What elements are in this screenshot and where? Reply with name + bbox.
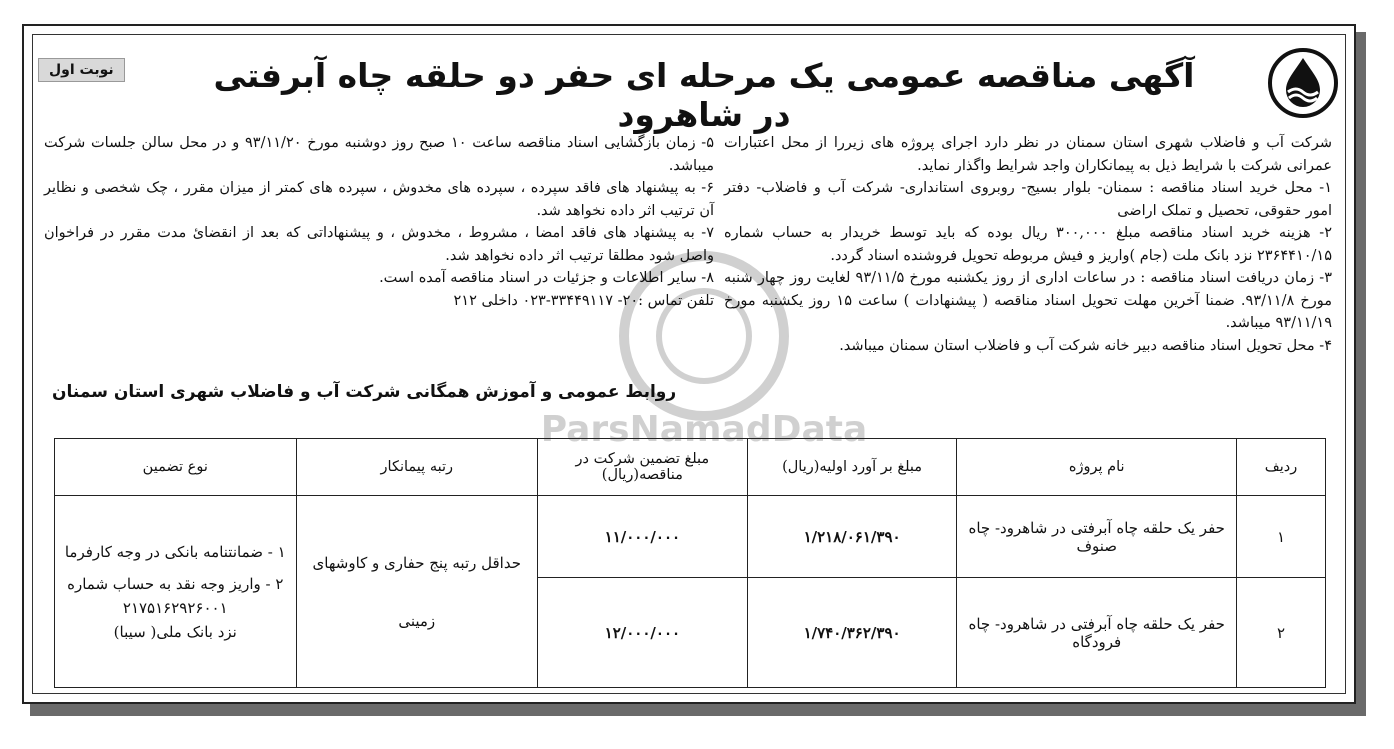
grade-text-2: زمینی: [398, 611, 436, 630]
cell-grade: [296, 496, 537, 688]
guarantee-option-1: ۱ - ضمانتنامه بانکی در وجه کارفرما: [64, 542, 286, 561]
table-row: [55, 496, 1326, 578]
header-row-no: ردیف: [1237, 439, 1326, 496]
cell-guarantee-type: [55, 496, 297, 688]
cell-estimate: ۱/۲۱۸/۰۶۱/۳۹۰: [747, 496, 957, 578]
conditions-left-column: [44, 132, 714, 312]
conditions-right-column: [724, 132, 1332, 357]
cell-estimate: ۱/۷۴۰/۳۶۲/۳۹۰: [747, 578, 957, 688]
projects-table: [54, 438, 1326, 688]
header-project: نام پروژه: [957, 439, 1237, 496]
watermark-text: ParsNamadData: [540, 409, 868, 450]
cell-row-no: ۱: [1237, 496, 1326, 578]
cell-row-no: ۲: [1237, 578, 1326, 688]
cell-project: حفر یک حلقه چاه آبرفتی در شاهرود- چاه فرودگاه: [957, 578, 1237, 688]
condition-item-3: ۳- زمان دریافت اسناد مناقصه : در ساعات اداری از روز یکشنبه مورخ ۹۳/۱۱/۵ لغایت روز چهار شنبه مورخ ۹۳/۱۱/۸. ضمنا آخرین مهلت تحویل اسناد مناقصه ( پیشنهادات ) ساعت ۱۵ روز یکشنبه مورخ ۹۳/۱۱/۱۹ میباشد.: [724, 270, 1332, 331]
water-drop-logo-icon: [1268, 48, 1338, 118]
condition-item-1: ۱- محل خرید اسناد مناقصه : سمنان- بلوار بسیج- روبروی استانداری- شرکت آب و فاضلاب- دفتر امور حقوقی، تحصیل و تملک اراضی: [724, 180, 1332, 219]
guarantee-option-2: ۲ - واریز وجه نقد به حساب شماره: [67, 574, 284, 593]
header-guarantee-type: نوع تضمین: [55, 439, 297, 496]
header-guarantee: مبلغ تضمین شرکت در مناقصه(ریال): [538, 439, 748, 496]
cell-guarantee: ۱۲/۰۰۰/۰۰۰: [538, 578, 748, 688]
cell-project: حفر یک حلقه چاه آبرفتی در شاهرود- چاه صنوف: [957, 496, 1237, 578]
bank-name: نزد بانک ملی( سیبا): [113, 622, 237, 641]
page-title: آگهی مناقصه عمومی یک مرحله ای حفر دو حلقه چاه آبرفتی در شاهرود: [213, 56, 1195, 134]
grade-text: حداقل رتبه پنج حفاری و کاوشهای: [312, 553, 521, 572]
table-header-row: [55, 439, 1326, 496]
condition-item-5: ۵- زمان بازگشایی اسناد مناقصه ساعت ۱۰ صبح روز دوشنبه مورخ ۹۳/۱۱/۲۰ و در محل سالن جلسات شرکت میباشد.: [44, 135, 714, 174]
advertisement-frame: [22, 24, 1356, 704]
edition-badge: نوبت اول: [38, 58, 125, 82]
condition-item-6: ۶- به پیشنهاد های فاقد سپرده ، سپرده های مخدوش ، سپرده های کمتر از میزان مقرر ، چک شخصی و نظایر آن ترتیب اثر داده نخواهد شد.: [44, 180, 714, 219]
account-number: ۲۱۷۵۱۶۲۹۲۶۰۰۱: [122, 598, 228, 617]
condition-item-8: ۸- سایر اطلاعات و جزئیات در اسناد مناقصه آمده است.: [379, 270, 714, 286]
header-estimate: مبلغ بر آورد اولیه(ریال): [747, 439, 957, 496]
cell-guarantee: ۱۱/۰۰۰/۰۰۰: [538, 496, 748, 578]
intro-paragraph: شرکت آب و فاضلاب شهری استان سمنان در نظر دارد اجرای پروژه های زیررا از محل اعتبارات عمرانی شرکت با شرایط ذیل به پیمانکاران واجد شرایط واگذار نماید.: [724, 135, 1332, 174]
condition-item-7: ۷- به پیشنهاد های فاقد امضا ، مشروط ، مخدوش ، و پیشنهاداتی که بعد از انقضائ مدت مقرر در فراخوان واصل شود مطلقا ترتیب اثر داده نخواهد شد.: [44, 225, 714, 264]
header-grade: رتبه پیمانکار: [296, 439, 537, 496]
publisher-signature: روابط عمومی و آموزش همگانی شرکت آب و فاضلاب شهری استان سمنان: [52, 382, 677, 402]
contact-phone: تلفن تماس :۲۰- ۳۳۴۴۹۱۱۷-۰۲۳ داخلی ۲۱۲: [453, 292, 714, 309]
condition-item-4: ۴- محل تحویل اسناد مناقصه دبیر خانه شرکت آب و فاضلاب استان سمنان میباشد.: [839, 337, 1332, 354]
condition-item-2: ۲- هزینه خرید اسناد مناقصه مبلغ ۳۰۰,۰۰۰ ریال بوده که باید توسط خریدار به حساب شماره ۲۳۶۴۴۱۰/۱۵ نزد بانک ملت (جام )واریز و فیش مربوطه تحویل فروشنده اسناد گردد.: [724, 225, 1332, 264]
